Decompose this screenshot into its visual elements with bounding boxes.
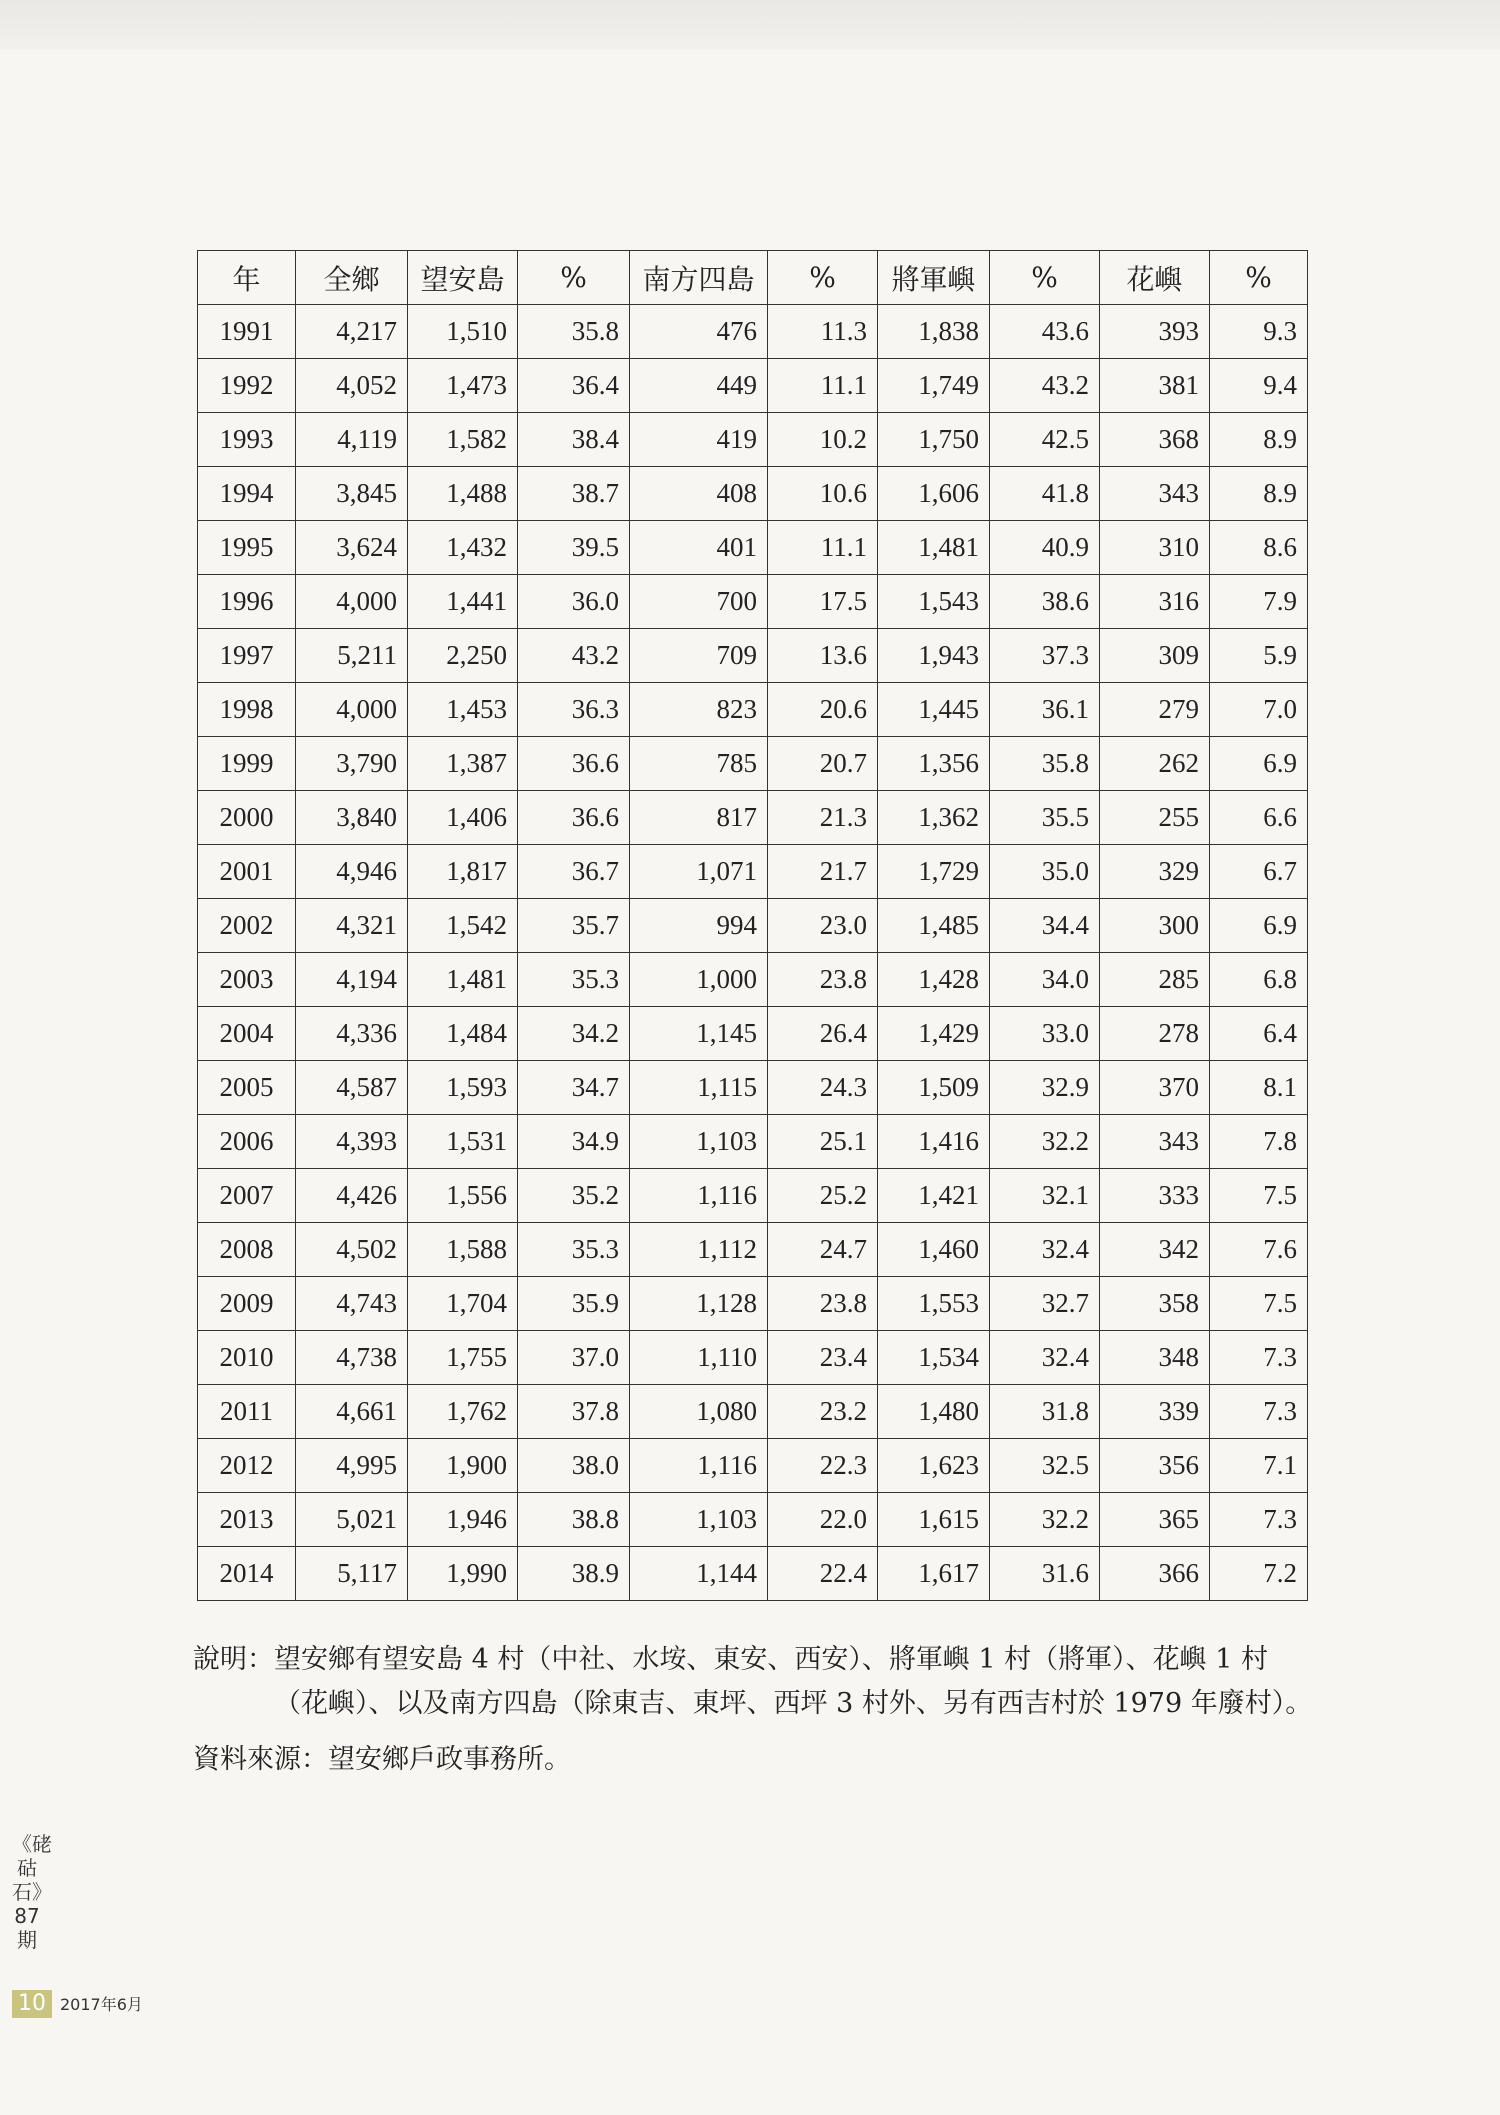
table-row — [198, 737, 1308, 791]
cell-southern-percent: 21.3 — [768, 791, 878, 845]
cell-jiangjun-percent: 37.3 — [990, 629, 1100, 683]
cell-huayu-islet: 348 — [1100, 1331, 1210, 1385]
cell-year: 2006 — [198, 1115, 296, 1169]
header-jiangjun-percent: % — [990, 251, 1100, 305]
cell-year: 2012 — [198, 1439, 296, 1493]
header-huayu-islet: 花嶼 — [1100, 251, 1210, 305]
cell-jiangjun-islet: 1,429 — [878, 1007, 990, 1061]
cell-year: 1991 — [198, 305, 296, 359]
cell-jiangjun-islet: 1,606 — [878, 467, 990, 521]
cell-southern-four-islands: 1,110 — [630, 1331, 768, 1385]
cell-jiangjun-islet: 1,445 — [878, 683, 990, 737]
table-row — [198, 575, 1308, 629]
table-row — [198, 845, 1308, 899]
cell-huayu-percent: 6.6 — [1210, 791, 1308, 845]
cell-jiangjun-percent: 35.8 — [990, 737, 1100, 791]
page-top-margin — [0, 0, 1500, 50]
cell-year: 1992 — [198, 359, 296, 413]
cell-southern-percent: 21.7 — [768, 845, 878, 899]
cell-jiangjun-percent: 43.2 — [990, 359, 1100, 413]
cell-township-total: 5,211 — [296, 629, 408, 683]
cell-township-total: 4,052 — [296, 359, 408, 413]
cell-wangan-percent: 35.8 — [518, 305, 630, 359]
cell-huayu-percent: 6.8 — [1210, 953, 1308, 1007]
cell-year: 1994 — [198, 467, 296, 521]
header-township-total: 全鄉 — [296, 251, 408, 305]
cell-wangan-percent: 35.7 — [518, 899, 630, 953]
cell-jiangjun-percent: 35.5 — [990, 791, 1100, 845]
cell-huayu-islet: 343 — [1100, 467, 1210, 521]
cell-wangan-island: 1,453 — [408, 683, 518, 737]
cell-southern-percent: 22.0 — [768, 1493, 878, 1547]
cell-huayu-percent: 9.4 — [1210, 359, 1308, 413]
cell-huayu-islet: 370 — [1100, 1061, 1210, 1115]
cell-wangan-island: 1,473 — [408, 359, 518, 413]
cell-huayu-percent: 7.3 — [1210, 1331, 1308, 1385]
cell-southern-four-islands: 476 — [630, 305, 768, 359]
header-southern-percent: % — [768, 251, 878, 305]
cell-huayu-islet: 368 — [1100, 413, 1210, 467]
cell-year: 1993 — [198, 413, 296, 467]
cell-huayu-percent: 7.3 — [1210, 1385, 1308, 1439]
cell-year: 2011 — [198, 1385, 296, 1439]
cell-township-total: 4,995 — [296, 1439, 408, 1493]
cell-jiangjun-percent: 32.2 — [990, 1493, 1100, 1547]
cell-huayu-percent: 8.9 — [1210, 413, 1308, 467]
cell-year: 1995 — [198, 521, 296, 575]
cell-southern-four-islands: 823 — [630, 683, 768, 737]
cell-jiangjun-islet: 1,416 — [878, 1115, 990, 1169]
cell-jiangjun-percent: 40.9 — [990, 521, 1100, 575]
cell-huayu-percent: 6.9 — [1210, 737, 1308, 791]
cell-wangan-percent: 43.2 — [518, 629, 630, 683]
table-row — [198, 467, 1308, 521]
table-body — [198, 305, 1308, 1601]
header-wangan-percent: % — [518, 251, 630, 305]
cell-huayu-islet: 339 — [1100, 1385, 1210, 1439]
cell-huayu-islet: 343 — [1100, 1115, 1210, 1169]
cell-southern-four-islands: 817 — [630, 791, 768, 845]
cell-huayu-percent: 7.5 — [1210, 1277, 1308, 1331]
cell-huayu-percent: 7.9 — [1210, 575, 1308, 629]
cell-southern-four-islands: 1,116 — [630, 1169, 768, 1223]
table-row — [198, 1277, 1308, 1331]
cell-wangan-percent: 36.0 — [518, 575, 630, 629]
cell-huayu-islet: 309 — [1100, 629, 1210, 683]
cell-year: 2010 — [198, 1331, 296, 1385]
cell-jiangjun-islet: 1,838 — [878, 305, 990, 359]
source-note — [193, 1738, 1313, 1782]
cell-southern-four-islands: 1,116 — [630, 1439, 768, 1493]
explanation-text: 望安鄉有望安島 4 村（中社、水垵、東安、西安）、將軍嶼 1 村（將軍）、花嶼 1 村（花嶼）、以及南方四島（除東吉、東坪、西坪 3 村外、另有西吉村於 1979 年廢村）。 — [274, 1644, 1313, 1719]
table-header-row — [198, 251, 1308, 305]
cell-southern-percent: 13.6 — [768, 629, 878, 683]
cell-wangan-island: 1,704 — [408, 1277, 518, 1331]
table-row — [198, 305, 1308, 359]
cell-southern-percent: 25.1 — [768, 1115, 878, 1169]
cell-township-total: 5,117 — [296, 1547, 408, 1601]
cell-huayu-islet: 381 — [1100, 359, 1210, 413]
cell-huayu-islet: 279 — [1100, 683, 1210, 737]
cell-wangan-island: 1,946 — [408, 1493, 518, 1547]
cell-huayu-percent: 8.9 — [1210, 467, 1308, 521]
table-row — [198, 791, 1308, 845]
cell-huayu-percent: 6.4 — [1210, 1007, 1308, 1061]
cell-southern-four-islands: 1,103 — [630, 1115, 768, 1169]
cell-huayu-percent: 7.8 — [1210, 1115, 1308, 1169]
cell-year: 2000 — [198, 791, 296, 845]
cell-township-total: 4,946 — [296, 845, 408, 899]
cell-southern-percent: 11.1 — [768, 521, 878, 575]
header-huayu-percent: % — [1210, 251, 1308, 305]
cell-huayu-percent: 7.5 — [1210, 1169, 1308, 1223]
cell-jiangjun-islet: 1,509 — [878, 1061, 990, 1115]
cell-wangan-island: 1,582 — [408, 413, 518, 467]
cell-township-total: 5,021 — [296, 1493, 408, 1547]
cell-southern-percent: 22.3 — [768, 1439, 878, 1493]
cell-year: 2014 — [198, 1547, 296, 1601]
cell-township-total: 4,321 — [296, 899, 408, 953]
cell-jiangjun-islet: 1,750 — [878, 413, 990, 467]
cell-wangan-percent: 34.9 — [518, 1115, 630, 1169]
cell-wangan-percent: 36.6 — [518, 791, 630, 845]
population-table — [197, 250, 1308, 1601]
table-row — [198, 521, 1308, 575]
cell-wangan-island: 1,593 — [408, 1061, 518, 1115]
cell-jiangjun-islet: 1,943 — [878, 629, 990, 683]
cell-jiangjun-islet: 1,534 — [878, 1331, 990, 1385]
cell-huayu-islet: 278 — [1100, 1007, 1210, 1061]
cell-jiangjun-percent: 32.2 — [990, 1115, 1100, 1169]
cell-jiangjun-islet: 1,481 — [878, 521, 990, 575]
cell-southern-percent: 11.1 — [768, 359, 878, 413]
cell-township-total: 4,502 — [296, 1223, 408, 1277]
cell-wangan-percent: 39.5 — [518, 521, 630, 575]
cell-jiangjun-islet: 1,421 — [878, 1169, 990, 1223]
cell-township-total: 4,661 — [296, 1385, 408, 1439]
cell-wangan-island: 1,556 — [408, 1169, 518, 1223]
cell-wangan-percent: 38.0 — [518, 1439, 630, 1493]
cell-huayu-islet: 393 — [1100, 305, 1210, 359]
cell-jiangjun-percent: 32.4 — [990, 1331, 1100, 1385]
table-row — [198, 1061, 1308, 1115]
cell-jiangjun-percent: 31.6 — [990, 1547, 1100, 1601]
cell-wangan-percent: 36.4 — [518, 359, 630, 413]
cell-huayu-islet: 356 — [1100, 1439, 1210, 1493]
cell-wangan-percent: 38.8 — [518, 1493, 630, 1547]
cell-wangan-percent: 38.7 — [518, 467, 630, 521]
cell-wangan-island: 1,900 — [408, 1439, 518, 1493]
cell-southern-four-islands: 401 — [630, 521, 768, 575]
cell-township-total: 4,000 — [296, 683, 408, 737]
source-text: 望安鄉戶政事務所。 — [328, 1744, 571, 1775]
cell-huayu-islet: 316 — [1100, 575, 1210, 629]
cell-huayu-islet: 310 — [1100, 521, 1210, 575]
cell-year: 2009 — [198, 1277, 296, 1331]
cell-township-total: 4,000 — [296, 575, 408, 629]
cell-year: 2004 — [198, 1007, 296, 1061]
cell-wangan-island: 1,488 — [408, 467, 518, 521]
cell-wangan-island: 1,510 — [408, 305, 518, 359]
cell-southern-four-islands: 1,103 — [630, 1493, 768, 1547]
cell-huayu-percent: 5.9 — [1210, 629, 1308, 683]
cell-southern-percent: 26.4 — [768, 1007, 878, 1061]
cell-southern-percent: 23.4 — [768, 1331, 878, 1385]
table-row — [198, 1331, 1308, 1385]
cell-southern-four-islands: 419 — [630, 413, 768, 467]
cell-huayu-percent: 9.3 — [1210, 305, 1308, 359]
cell-southern-percent: 10.2 — [768, 413, 878, 467]
population-table-container — [197, 250, 1307, 1601]
cell-jiangjun-percent: 32.5 — [990, 1439, 1100, 1493]
cell-wangan-island: 1,432 — [408, 521, 518, 575]
cell-huayu-percent: 6.9 — [1210, 899, 1308, 953]
cell-jiangjun-percent: 32.9 — [990, 1061, 1100, 1115]
cell-year: 1997 — [198, 629, 296, 683]
cell-wangan-percent: 37.8 — [518, 1385, 630, 1439]
explanation-label: 說明： — [193, 1644, 274, 1675]
issue-date: 2017年6月 — [60, 1995, 143, 2014]
cell-southern-four-islands: 785 — [630, 737, 768, 791]
cell-year: 1999 — [198, 737, 296, 791]
cell-year: 1996 — [198, 575, 296, 629]
cell-southern-four-islands: 1,112 — [630, 1223, 768, 1277]
cell-jiangjun-islet: 1,356 — [878, 737, 990, 791]
cell-township-total: 3,790 — [296, 737, 408, 791]
cell-jiangjun-islet: 1,543 — [878, 575, 990, 629]
cell-wangan-island: 1,817 — [408, 845, 518, 899]
cell-wangan-percent: 35.3 — [518, 1223, 630, 1277]
cell-year: 2002 — [198, 899, 296, 953]
cell-southern-four-islands: 1,144 — [630, 1547, 768, 1601]
cell-wangan-percent: 38.4 — [518, 413, 630, 467]
cell-jiangjun-percent: 34.4 — [990, 899, 1100, 953]
cell-southern-percent: 23.8 — [768, 1277, 878, 1331]
cell-year: 1998 — [198, 683, 296, 737]
cell-wangan-island: 1,441 — [408, 575, 518, 629]
cell-jiangjun-islet: 1,428 — [878, 953, 990, 1007]
cell-southern-percent: 23.2 — [768, 1385, 878, 1439]
cell-year: 2008 — [198, 1223, 296, 1277]
cell-wangan-percent: 36.6 — [518, 737, 630, 791]
cell-jiangjun-percent: 41.8 — [990, 467, 1100, 521]
cell-wangan-island: 1,531 — [408, 1115, 518, 1169]
cell-southern-percent: 24.3 — [768, 1061, 878, 1115]
cell-southern-percent: 11.3 — [768, 305, 878, 359]
cell-southern-percent: 25.2 — [768, 1169, 878, 1223]
cell-wangan-island: 1,990 — [408, 1547, 518, 1601]
cell-jiangjun-percent: 43.6 — [990, 305, 1100, 359]
cell-jiangjun-islet: 1,615 — [878, 1493, 990, 1547]
cell-wangan-island: 1,387 — [408, 737, 518, 791]
cell-southern-four-islands: 994 — [630, 899, 768, 953]
cell-jiangjun-percent: 34.0 — [990, 953, 1100, 1007]
cell-township-total: 4,119 — [296, 413, 408, 467]
cell-jiangjun-percent: 33.0 — [990, 1007, 1100, 1061]
cell-jiangjun-percent: 31.8 — [990, 1385, 1100, 1439]
cell-township-total: 4,217 — [296, 305, 408, 359]
cell-jiangjun-islet: 1,485 — [878, 899, 990, 953]
cell-huayu-islet: 366 — [1100, 1547, 1210, 1601]
cell-township-total: 4,336 — [296, 1007, 408, 1061]
cell-huayu-percent: 7.3 — [1210, 1493, 1308, 1547]
cell-township-total: 4,194 — [296, 953, 408, 1007]
cell-township-total: 4,393 — [296, 1115, 408, 1169]
cell-southern-four-islands: 700 — [630, 575, 768, 629]
cell-wangan-island: 1,484 — [408, 1007, 518, 1061]
cell-southern-percent: 23.0 — [768, 899, 878, 953]
cell-wangan-island: 1,762 — [408, 1385, 518, 1439]
cell-southern-four-islands: 1,128 — [630, 1277, 768, 1331]
cell-year: 2005 — [198, 1061, 296, 1115]
cell-jiangjun-percent: 36.1 — [990, 683, 1100, 737]
table-row — [198, 1115, 1308, 1169]
table-notes — [193, 1638, 1313, 1782]
table-row — [198, 413, 1308, 467]
cell-township-total: 4,587 — [296, 1061, 408, 1115]
cell-southern-percent: 17.5 — [768, 575, 878, 629]
cell-jiangjun-islet: 1,623 — [878, 1439, 990, 1493]
cell-southern-percent: 23.8 — [768, 953, 878, 1007]
cell-huayu-percent: 8.1 — [1210, 1061, 1308, 1115]
cell-jiangjun-islet: 1,460 — [878, 1223, 990, 1277]
cell-southern-four-islands: 1,080 — [630, 1385, 768, 1439]
cell-huayu-islet: 365 — [1100, 1493, 1210, 1547]
cell-jiangjun-islet: 1,729 — [878, 845, 990, 899]
source-label: 資料來源： — [193, 1744, 328, 1775]
cell-huayu-islet: 285 — [1100, 953, 1210, 1007]
cell-huayu-percent: 7.0 — [1210, 683, 1308, 737]
cell-huayu-percent: 7.6 — [1210, 1223, 1308, 1277]
cell-huayu-islet: 255 — [1100, 791, 1210, 845]
table-row — [198, 899, 1308, 953]
cell-southern-percent: 10.6 — [768, 467, 878, 521]
cell-southern-four-islands: 1,071 — [630, 845, 768, 899]
cell-huayu-islet: 358 — [1100, 1277, 1210, 1331]
cell-jiangjun-percent: 38.6 — [990, 575, 1100, 629]
cell-year: 2003 — [198, 953, 296, 1007]
magazine-title: 《硓𥑮石》87期 — [12, 1832, 52, 1952]
cell-jiangjun-islet: 1,553 — [878, 1277, 990, 1331]
cell-southern-four-islands: 408 — [630, 467, 768, 521]
cell-year: 2013 — [198, 1493, 296, 1547]
cell-southern-percent: 24.7 — [768, 1223, 878, 1277]
cell-jiangjun-percent: 32.7 — [990, 1277, 1100, 1331]
cell-huayu-islet: 342 — [1100, 1223, 1210, 1277]
cell-year: 2001 — [198, 845, 296, 899]
cell-wangan-island: 1,755 — [408, 1331, 518, 1385]
cell-huayu-percent: 7.1 — [1210, 1439, 1308, 1493]
header-year: 年 — [198, 251, 296, 305]
cell-township-total: 4,743 — [296, 1277, 408, 1331]
cell-wangan-percent: 35.3 — [518, 953, 630, 1007]
cell-township-total: 3,624 — [296, 521, 408, 575]
cell-jiangjun-islet: 1,749 — [878, 359, 990, 413]
cell-jiangjun-percent: 42.5 — [990, 413, 1100, 467]
table-row — [198, 1223, 1308, 1277]
cell-huayu-percent: 6.7 — [1210, 845, 1308, 899]
cell-southern-percent: 20.6 — [768, 683, 878, 737]
cell-huayu-percent: 8.6 — [1210, 521, 1308, 575]
cell-jiangjun-percent: 35.0 — [990, 845, 1100, 899]
cell-wangan-percent: 34.2 — [518, 1007, 630, 1061]
cell-southern-four-islands: 1,115 — [630, 1061, 768, 1115]
cell-wangan-percent: 38.9 — [518, 1547, 630, 1601]
cell-huayu-islet: 333 — [1100, 1169, 1210, 1223]
cell-jiangjun-islet: 1,362 — [878, 791, 990, 845]
header-southern-four-islands: 南方四島 — [630, 251, 768, 305]
cell-huayu-islet: 262 — [1100, 737, 1210, 791]
table-row — [198, 629, 1308, 683]
cell-huayu-islet: 329 — [1100, 845, 1210, 899]
cell-wangan-island: 1,588 — [408, 1223, 518, 1277]
cell-wangan-island: 1,542 — [408, 899, 518, 953]
cell-township-total: 3,845 — [296, 467, 408, 521]
cell-southern-four-islands: 449 — [630, 359, 768, 413]
table-row — [198, 953, 1308, 1007]
table-row — [198, 1493, 1308, 1547]
cell-wangan-island: 1,481 — [408, 953, 518, 1007]
header-jiangjun-islet: 將軍嶼 — [878, 251, 990, 305]
cell-southern-four-islands: 709 — [630, 629, 768, 683]
cell-huayu-islet: 300 — [1100, 899, 1210, 953]
cell-southern-four-islands: 1,000 — [630, 953, 768, 1007]
cell-wangan-island: 2,250 — [408, 629, 518, 683]
explanation-note — [193, 1638, 1313, 1726]
cell-southern-percent: 22.4 — [768, 1547, 878, 1601]
table-row — [198, 1007, 1308, 1061]
cell-jiangjun-percent: 32.1 — [990, 1169, 1100, 1223]
cell-jiangjun-islet: 1,480 — [878, 1385, 990, 1439]
cell-wangan-percent: 35.2 — [518, 1169, 630, 1223]
cell-wangan-island: 1,406 — [408, 791, 518, 845]
cell-wangan-percent: 34.7 — [518, 1061, 630, 1115]
cell-year: 2007 — [198, 1169, 296, 1223]
cell-wangan-percent: 36.7 — [518, 845, 630, 899]
cell-township-total: 3,840 — [296, 791, 408, 845]
cell-jiangjun-percent: 32.4 — [990, 1223, 1100, 1277]
cell-jiangjun-islet: 1,617 — [878, 1547, 990, 1601]
header-wangan-island: 望安島 — [408, 251, 518, 305]
table-row — [198, 683, 1308, 737]
table-row — [198, 1385, 1308, 1439]
table-row — [198, 1169, 1308, 1223]
page-number: 10 — [12, 1990, 52, 2018]
cell-township-total: 4,738 — [296, 1331, 408, 1385]
cell-southern-percent: 20.7 — [768, 737, 878, 791]
table-row — [198, 1439, 1308, 1493]
cell-township-total: 4,426 — [296, 1169, 408, 1223]
cell-huayu-percent: 7.2 — [1210, 1547, 1308, 1601]
table-row — [198, 1547, 1308, 1601]
cell-southern-four-islands: 1,145 — [630, 1007, 768, 1061]
cell-wangan-percent: 36.3 — [518, 683, 630, 737]
table-row — [198, 359, 1308, 413]
cell-wangan-percent: 35.9 — [518, 1277, 630, 1331]
cell-wangan-percent: 37.0 — [518, 1331, 630, 1385]
